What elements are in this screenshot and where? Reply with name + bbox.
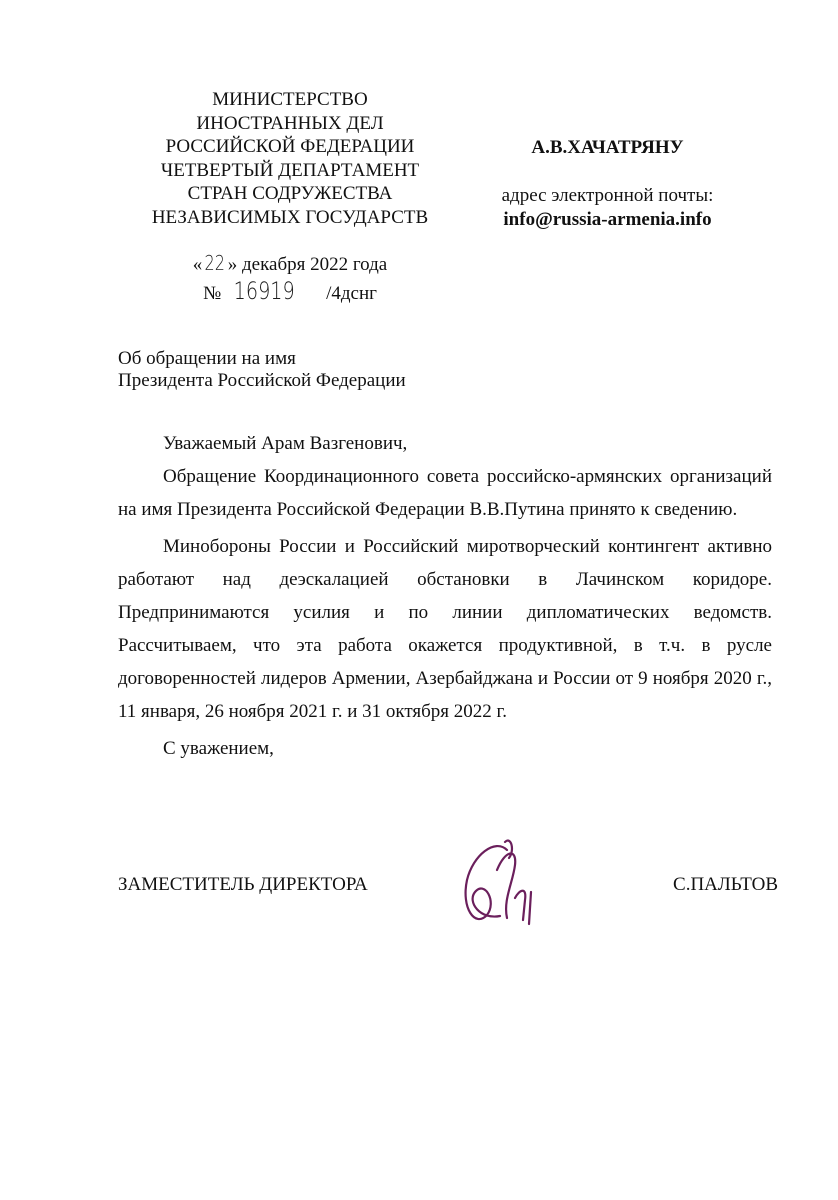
number-sign: № (203, 283, 222, 304)
recipient-block (470, 136, 745, 232)
paragraph: Минобороны России и Российский миротворческий контингент активно работают над деэскалацией обстановки в Лачинском коридоре. Предпринимаются усилия и по линии дипломатических ведомств. Рассчитываем, что эта работа окажется продуктивной, в т.ч. в русле договоренностей лидеров Армении, Азербайджана и России от 9 ноября 2020 г., 11 января, 26 ноября 2021 г. и 31 октября 2022 г. (118, 536, 772, 722)
letter-body (118, 427, 772, 765)
greeting: Уважаемый Арам Вазгенович, (163, 433, 408, 454)
signatory-name: С.ПАЛЬТОВ (673, 874, 778, 895)
sender-line: СТРАН СОДРУЖЕСТВА (187, 183, 393, 205)
closing: С уважением, (163, 738, 274, 759)
sender-line: НЕЗАВИСИМЫХ ГОСУДАРСТВ (151, 206, 429, 228)
sender-line: РОССИЙСКОЙ ФЕДЕРАЦИИ (165, 136, 415, 158)
subject (118, 348, 406, 392)
paragraph: Обращение Координационного совета российско-армянских организаций на имя Президента Российской Федерации В.В.Путина принято к сведению. (118, 466, 772, 520)
recipient-name: А.В.ХАЧАТРЯНУ (531, 137, 684, 158)
handwritten-day: 22 (204, 251, 226, 275)
subject-line: Об обращении на имя (118, 348, 296, 369)
recipient-email: info@russia-armenia.info (503, 209, 712, 230)
sender-line: ИНОСТРАННЫХ ДЕЛ (196, 112, 384, 134)
letter-number (140, 278, 440, 307)
email-label: адрес электронной почты: (501, 185, 714, 206)
letter-date (140, 250, 440, 278)
date-rest: » декабря 2022 года (227, 254, 388, 275)
number-suffix: /4дснг (326, 283, 377, 304)
handwritten-number: 16919 (233, 277, 295, 305)
sender-block (140, 88, 440, 230)
handwritten-signature (445, 820, 555, 940)
sender-line: ЧЕТВЕРТЫЙ ДЕПАРТАМЕНТ (160, 159, 420, 181)
quote: « (192, 254, 203, 275)
date-block (140, 250, 440, 307)
signatory-position: ЗАМЕСТИТЕЛЬ ДИРЕКТОРА (118, 874, 368, 895)
subject-line: Президента Российской Федерации (118, 370, 406, 391)
sender-line: МИНИСТЕРСТВО (212, 89, 368, 110)
